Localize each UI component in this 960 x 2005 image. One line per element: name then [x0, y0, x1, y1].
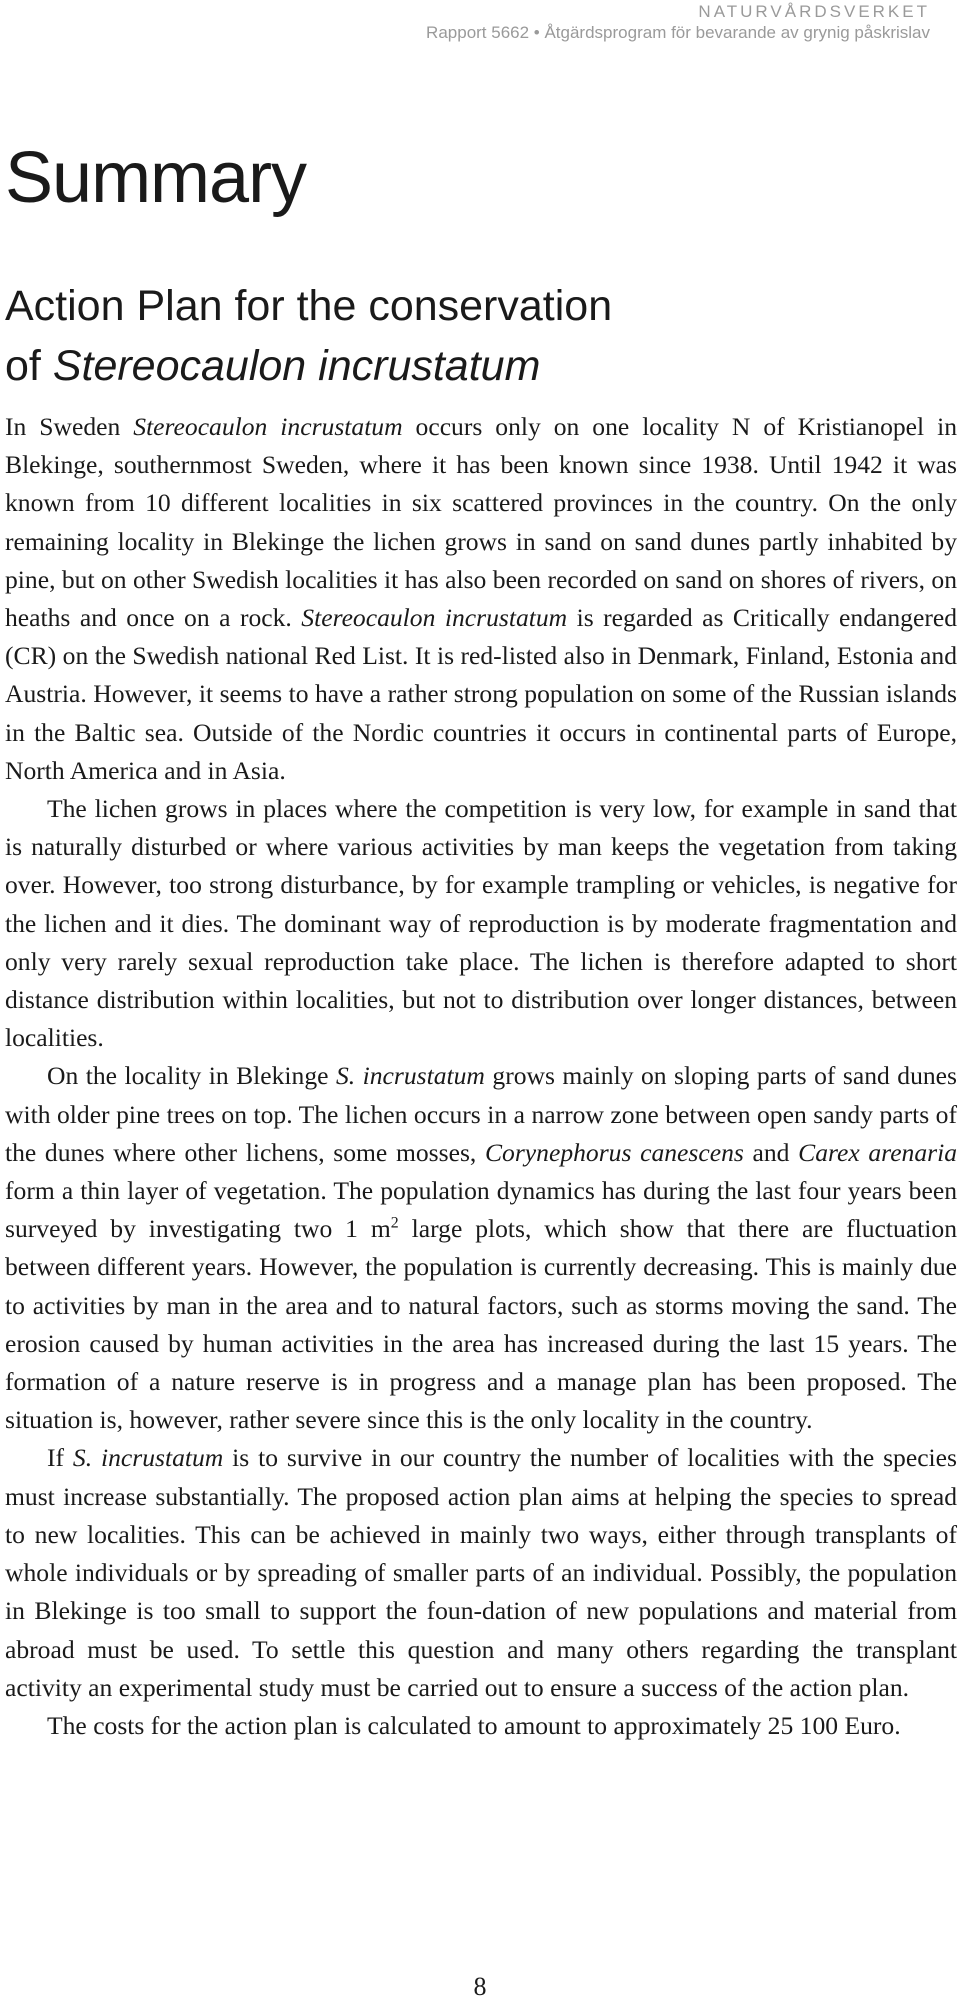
paragraph-1-text-c: is regarded as Critically endangered (CR) on the Swedish national Red List. It is red-listed also in Denmark, Finland, Estonia and Austria. However, it seems to have a rather strong population on some of the Russian islands in the Baltic sea. Outside of the Nordic countries it occurs in continental parts of Europe, North America and in Asia.: [5, 603, 957, 785]
subtitle-line-2-prefix: of: [5, 342, 53, 390]
species-name-italic: Corynephorus canescens: [484, 1137, 744, 1167]
species-name-italic: Stereocaulon incrustatum: [301, 603, 568, 633]
paragraph-4-text-b: is to survive in our country the number of localities with the species must increase substantially. The proposed action plan aims at helping the species to spread to new localities. This can be achieved in mainly two ways, either through transplants of whole individuals or by spreading of smaller parts of an individual. Possibly, the population in Blekinge is too small to support the foun-dation of new populations and material from abroad must be used. To settle this question and many others regarding the transplant activity an experimental study must be carried out to ensure a success of the action plan.: [5, 1443, 957, 1702]
paragraph-3: [5, 1057, 957, 1439]
subtitle-line-1: Action Plan for the conservation: [5, 282, 613, 330]
summary-body: [5, 408, 957, 1745]
paragraph-3-text-b: grows mainly on sloping parts of sand dunes with older pine trees on top. The lichen occurs in a narrow zone between open sandy parts of the dunes where other lichens, some mosses,: [5, 1061, 957, 1167]
paragraph-1-text-b: occurs only on one locality N of Kristianopel in Blekinge, southernmost Sweden, where it has been known since 1938. Until 1942 it was known from 10 different localities in six scattered provinces in the country. On the only remaining locality in Blekinge the lichen grows in sand on sand dunes partly inhabited by pine, but on other Swedish localities it has also been recorded on sand on shores of rivers, on heaths and once on a rock.: [5, 412, 957, 633]
paragraph-1: [5, 408, 957, 790]
paragraph-3-text-e: large plots, which show that there are fluctuation between different years. However, the population is currently decreasing. This is mainly due to activities by man in the area and to natural factors, such as storms moving the sand. The erosion caused by human activities in the area has increased during the last 15 years. The formation of a nature reserve is in progress and a manage plan has been proposed. The situation is, however, rather severe since this is the only locality in the country.: [5, 1214, 958, 1435]
section-subtitle: [5, 276, 612, 396]
paragraph-3-text-a: On the locality in Blekinge: [47, 1061, 336, 1091]
paragraph-4: [5, 1439, 957, 1706]
paragraph-4-text-a: If: [47, 1443, 73, 1473]
paragraph-3-text-d: form a thin layer of vegetation. The population dynamics has during the last four years been surveyed by investigating two 1 m: [5, 1176, 957, 1244]
page-number: 8: [473, 1972, 487, 2001]
superscript-squared: 2: [390, 1214, 399, 1232]
page-title: Summary: [5, 138, 307, 218]
species-name-italic: Stereocaulon incrustatum: [133, 412, 403, 441]
species-name-italic: Carex arenaria: [798, 1137, 958, 1167]
paragraph-5: The costs for the action plan is calculated to amount to approximately 25 100 Euro.: [47, 1710, 901, 1740]
species-name-italic: S. incrustatum: [72, 1443, 224, 1473]
header-report-line: Rapport 5662 • Åtgärdsprogram för bevarande av grynig påskrislav: [426, 23, 930, 42]
paragraph-2: The lichen grows in places where the competition is very low, for example in sand that is naturally disturbed or where various activities by man keeps the vegetation from taking over. However, too strong disturbance, by for example trampling or vehicles, is negative for the lichen and it dies. The dominant way of reproduction is by moderate fragmentation and only very rarely sexual reproduction take place. The lichen is therefore adapted to short distance distribution within localities, but not to distribution over longer distances, between localities.: [5, 794, 957, 1053]
header-organization: NATURVÅRDSVERKET: [698, 2, 930, 21]
paragraph-3-text-c: and: [743, 1137, 799, 1167]
subtitle-species-name: Stereocaulon incrustatum: [52, 342, 541, 390]
running-header: [426, 2, 930, 44]
paragraph-1-text-a: In Sweden: [5, 412, 134, 441]
species-name-italic: S. incrustatum: [335, 1061, 485, 1091]
